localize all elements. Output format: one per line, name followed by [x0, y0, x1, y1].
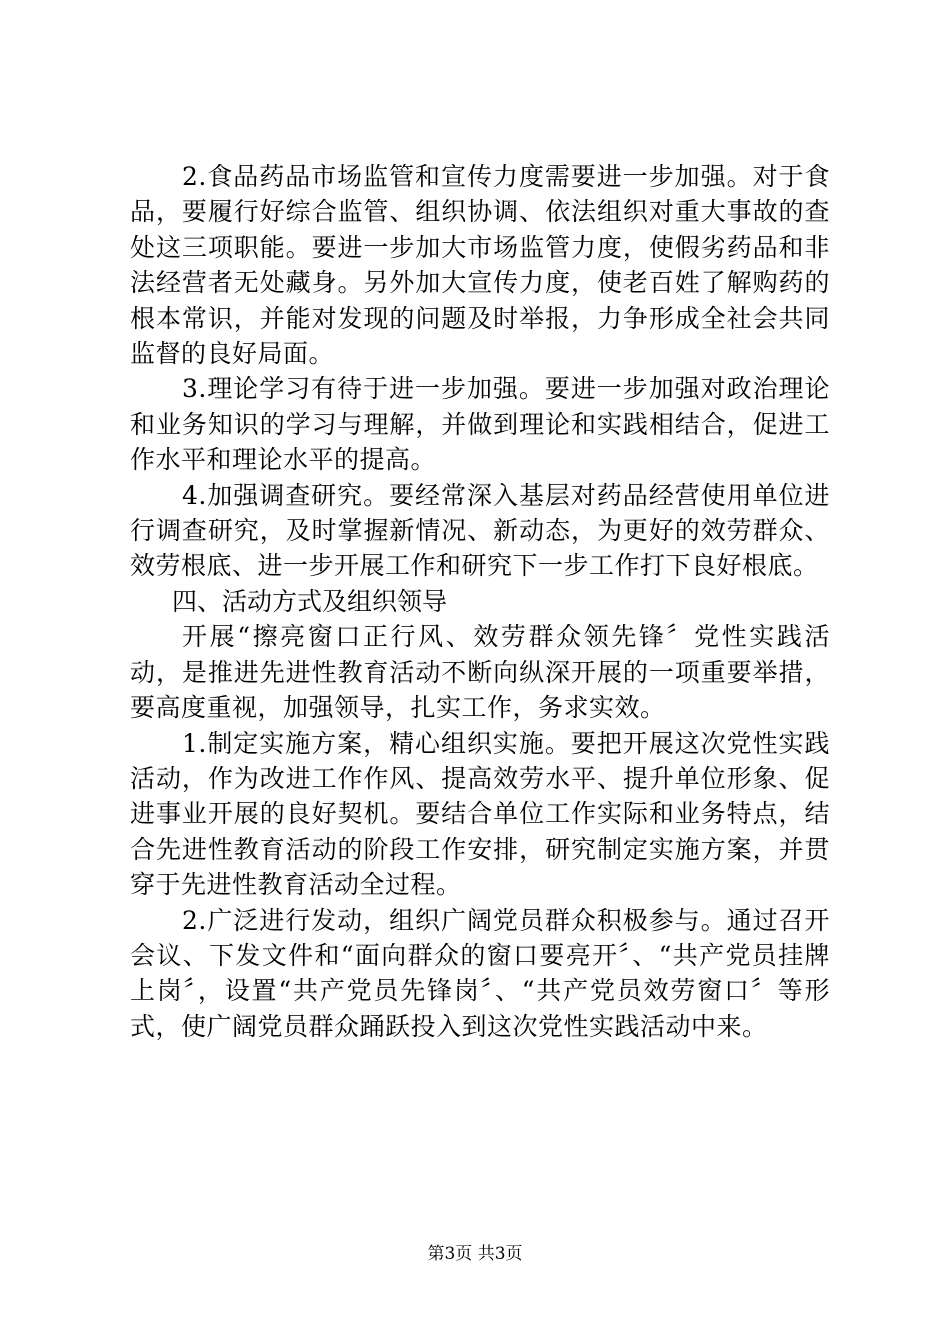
- paragraph-implementation-plan: 1.制定实施方案，精心组织实施。要把开展这次党性实践活动，作为改进工作作风、提高效劳水平、提升单位形象、促进事业开展的良好契机。要结合单位工作实际和业务特点，结合先进性教育活动的阶段工作安排，研究制定实施方案，并贯穿于先进性教育活动全过程。: [130, 728, 830, 900]
- paragraph-activity-intro: 开展“擦亮窗口正行风、效劳群众领先锋〞党性实践活动，是推进先进性教育活动不断向纵深开展的一项重要举措，要高度重视，加强领导，扎实工作，务求实效。: [130, 622, 830, 723]
- document-body: [130, 159, 830, 1044]
- section-heading-activity-methods: 四、活动方式及组织领导: [172, 586, 448, 616]
- paragraph-investigation-research: 4.加强调查研究。要经常深入基层对药品经营使用单位进行调查研究，及时掌握新情况、新动态，为更好的效劳群众、效劳根底、进一步开展工作和研究下一步工作打下良好根底。: [130, 480, 830, 581]
- paragraph-mobilization: 2.广泛进行发动，组织广阔党员群众积极参与。通过召开会议、下发文件和“面向群众的窗口要亮开〞、“共产党员挂牌上岗〞，设置“共产党员先锋岗〞、“共产党员效劳窗口〞等形式，使广阔党员群众踊跃投入到这次党性实践活动中来。: [130, 905, 830, 1041]
- page-footer: 第3页 共3页: [427, 1244, 523, 1264]
- paragraph-food-drug-supervision: 2.食品药品市场监管和宣传力度需要进一步加强。对于食品，要履行好综合监管、组织协调、依法组织对重大事故的查处这三项职能。要进一步加大市场监管力度，使假劣药品和非法经营者无处藏身。另外加大宣传力度，使老百姓了解购药的根本常识，并能对发现的问题及时举报，力争形成全社会共同监督的良好局面。: [130, 162, 830, 369]
- paragraph-theory-study: 3.理论学习有待于进一步加强。要进一步加强对政治理论和业务知识的学习与理解，并做到理论和实践相结合，促进工作水平和理论水平的提高。: [130, 374, 830, 475]
